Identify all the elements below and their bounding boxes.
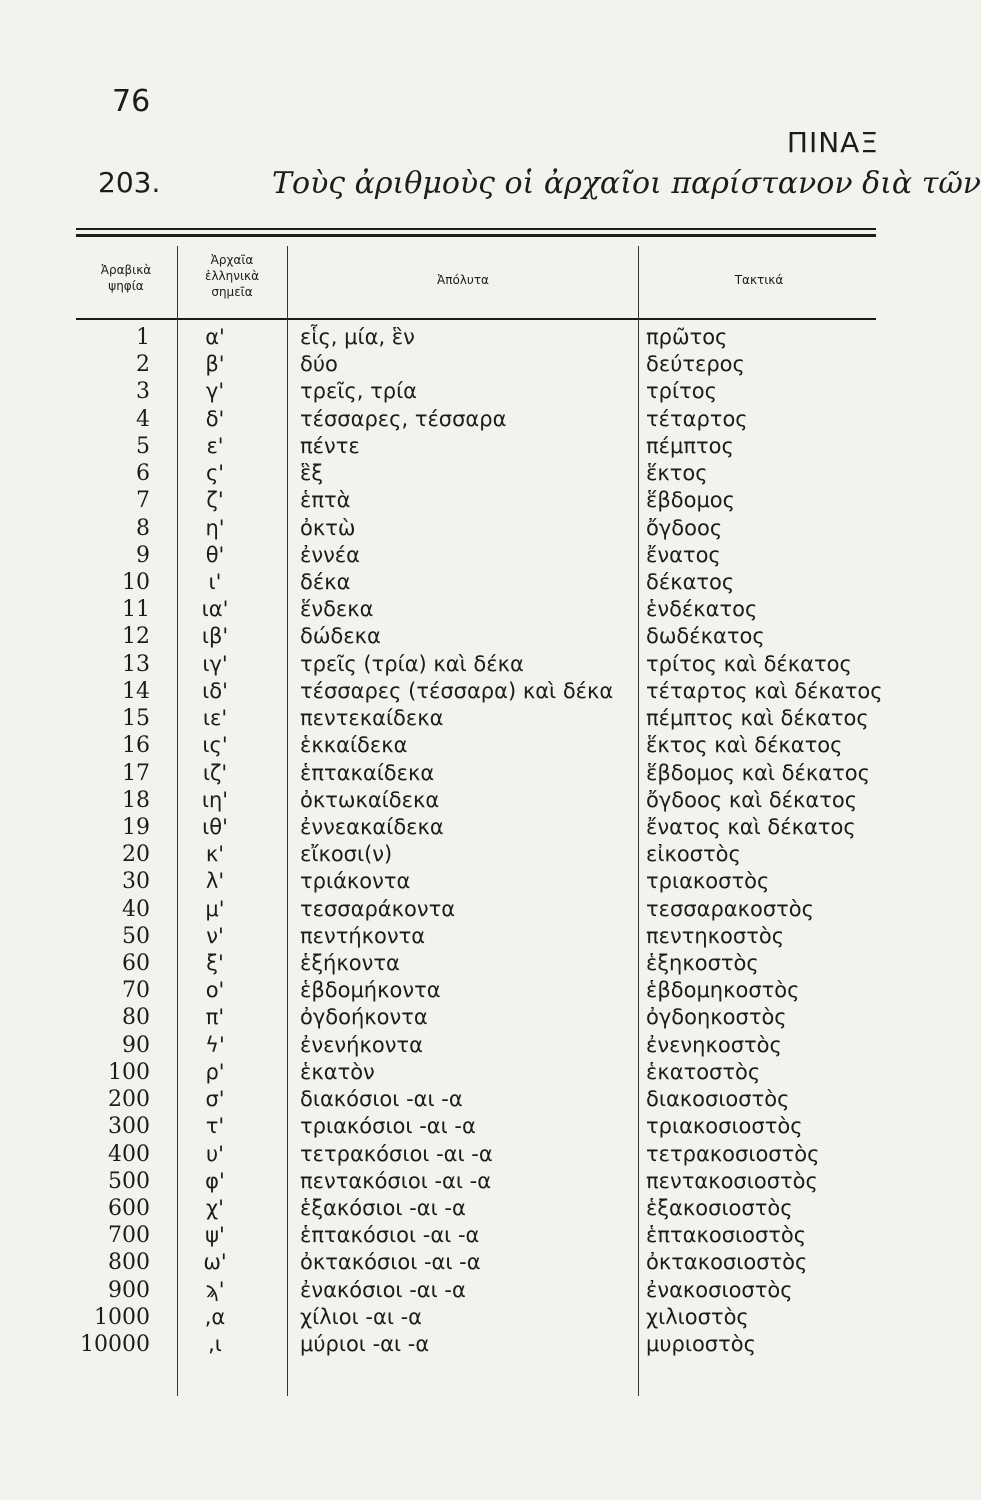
greek-numeral-cell: π' xyxy=(205,1005,225,1030)
arabic-numeral-cell: 400 xyxy=(108,1141,150,1167)
table-row xyxy=(0,950,891,977)
ordinal-word-cell: δεύτερος xyxy=(646,352,745,377)
greek-numeral-cell: ω' xyxy=(203,1250,227,1275)
arabic-numeral-cell: 200 xyxy=(108,1087,150,1113)
cardinal-word-cell: δέκα xyxy=(300,569,351,594)
greek-numeral-cell: τ' xyxy=(205,1114,225,1139)
greek-numeral-cell: ζ' xyxy=(206,488,224,513)
table-row xyxy=(0,515,891,542)
table-row xyxy=(0,896,891,923)
greek-numeral-cell: φ' xyxy=(205,1168,225,1193)
table-header-rule xyxy=(76,318,876,320)
ordinal-word-cell: ἑνδέκατος xyxy=(646,597,758,622)
column-header-cardinal: Ἀπόλυτα xyxy=(437,273,489,287)
greek-numeral-cell: ξ' xyxy=(206,951,224,976)
column-header-greek-line-2: ἑλληνικὰ xyxy=(204,269,260,283)
table-row xyxy=(0,732,891,759)
cardinal-word-cell: μύριοι -αι -α xyxy=(300,1332,430,1357)
arabic-numeral-cell: 60 xyxy=(122,951,150,977)
ordinal-word-cell: τριακοστὸς xyxy=(646,869,770,894)
ordinal-word-cell: δωδέκατος xyxy=(646,624,765,649)
ordinal-word-cell: ἐνενηκοστὸς xyxy=(646,1032,782,1057)
table-row xyxy=(0,460,891,487)
arabic-numeral-cell: 100 xyxy=(108,1059,150,1085)
greek-numeral-cell: β' xyxy=(205,352,225,377)
greek-numeral-cell: ρ' xyxy=(205,1059,225,1084)
ordinal-word-cell: τρίτος xyxy=(646,379,717,404)
cardinal-word-cell: τετρακόσιοι -αι -α xyxy=(300,1141,493,1166)
greek-numeral-cell: γ' xyxy=(205,379,225,404)
ordinal-word-cell: δέκατος xyxy=(646,569,735,594)
page-number: 76 xyxy=(112,84,151,119)
cardinal-word-cell: πεντακόσιοι -αι -α xyxy=(300,1168,492,1193)
ordinal-word-cell: ἑξακοσιοστὸς xyxy=(646,1196,793,1220)
ordinal-word-cell: διακοσιοστὸς xyxy=(646,1087,790,1112)
cardinal-word-cell: ἕνδεκα xyxy=(300,597,374,622)
cardinal-word-cell: ἐνακόσιοι -αι -α xyxy=(300,1277,466,1302)
table-row xyxy=(0,351,891,378)
table-row xyxy=(0,977,891,1004)
table-row xyxy=(0,569,891,596)
ordinal-word-cell: τέταρτος καὶ δέκατος xyxy=(646,678,883,703)
table-row xyxy=(0,542,891,569)
ordinal-word-cell: ἑξηκοστὸς xyxy=(646,951,759,976)
arabic-numeral-cell: 16 xyxy=(122,733,150,759)
greek-numeral-cell: ιδ' xyxy=(202,678,228,703)
table-row xyxy=(0,1113,891,1140)
cardinal-word-cell: ἐννέα xyxy=(300,542,361,567)
cardinal-word-cell: εἷς, μία, ἓν xyxy=(300,325,415,349)
greek-numeral-cell: ν' xyxy=(206,923,224,948)
greek-numeral-cell: λ' xyxy=(205,869,225,894)
cardinal-word-cell: τρεῖς (τρία) καὶ δέκα xyxy=(300,651,524,676)
cardinal-word-cell: ἑπτακόσιοι -αι -α xyxy=(300,1223,480,1248)
arabic-numeral-cell: 700 xyxy=(108,1223,150,1249)
arabic-numeral-cell: 18 xyxy=(122,787,150,813)
arabic-numeral-cell: 17 xyxy=(122,760,150,786)
cardinal-word-cell: ἑξήκοντα xyxy=(300,951,400,976)
greek-numeral-cell: ιζ' xyxy=(202,760,228,785)
arabic-numeral-cell: 10 xyxy=(122,569,150,595)
table-row xyxy=(0,1059,891,1086)
table-top-rule-thick xyxy=(76,234,876,237)
greek-numeral-cell: ιε' xyxy=(202,706,228,731)
greek-numeral-cell: ,α xyxy=(204,1304,226,1329)
arabic-numeral-cell: 15 xyxy=(122,706,150,732)
table-row xyxy=(0,1004,891,1031)
arabic-numeral-cell: 1000 xyxy=(94,1304,150,1330)
arabic-numeral-cell: 4 xyxy=(136,406,150,432)
arabic-numeral-cell: 7 xyxy=(136,488,150,514)
table-row xyxy=(0,324,891,351)
table-row xyxy=(0,433,891,460)
arabic-numeral-cell: 20 xyxy=(122,842,150,868)
greek-numeral-cell: ϟ' xyxy=(205,1032,225,1057)
ordinal-word-cell: εἰκοστὸς xyxy=(646,842,741,867)
greek-numeral-cell: ,ι xyxy=(208,1332,222,1357)
greek-numeral-cell: ιγ' xyxy=(202,651,228,676)
arabic-numeral-cell: 300 xyxy=(108,1114,150,1140)
ordinal-word-cell: μυριοστὸς xyxy=(646,1332,756,1357)
cardinal-word-cell: ἑπτὰ xyxy=(300,488,351,513)
ordinal-word-cell: ἑκατοστὸς xyxy=(646,1059,761,1084)
greek-numeral-cell: χ' xyxy=(206,1196,224,1220)
arabic-numeral-cell: 12 xyxy=(122,624,150,650)
ordinal-word-cell: πεντακοσιοστὸς xyxy=(646,1168,818,1193)
arabic-numeral-cell: 1 xyxy=(136,325,150,350)
greek-numeral-cell: ις' xyxy=(202,733,228,758)
ordinal-word-cell: ἔνατος καὶ δέκατος xyxy=(646,814,856,839)
column-header-greek xyxy=(178,252,286,300)
column-header-ordinal: Τακτικά xyxy=(734,273,784,287)
arabic-numeral-cell: 50 xyxy=(122,923,150,949)
arabic-numeral-cell: 5 xyxy=(136,433,150,459)
arabic-numeral-cell: 6 xyxy=(136,461,150,487)
ordinal-word-cell: τέταρτος xyxy=(646,406,748,431)
greek-numeral-cell: ο' xyxy=(205,978,225,1003)
table-row xyxy=(0,1032,891,1059)
cardinal-word-cell: ἓξ xyxy=(300,461,324,486)
table-row xyxy=(0,705,891,732)
arabic-numeral-cell: 8 xyxy=(136,515,150,541)
section-title: Τοὺς ἀριθμοὺς οἱ ἀρχαῖοι παρίστανον διὰ τῶν xyxy=(272,166,981,201)
ordinal-word-cell: ὀκτακοσιοστὸς xyxy=(646,1250,808,1275)
cardinal-word-cell: ἐννεακαίδεκα xyxy=(300,814,444,839)
table-row xyxy=(0,841,891,868)
greek-numeral-cell: μ' xyxy=(205,896,225,921)
ordinal-word-cell: ἑπτακοσιοστὸς xyxy=(646,1223,807,1248)
table-row xyxy=(0,1086,891,1113)
table-row xyxy=(0,923,891,950)
arabic-numeral-cell: 3 xyxy=(136,379,150,405)
cardinal-word-cell: διακόσιοι -αι -α xyxy=(300,1087,463,1112)
cardinal-word-cell: ἑβδομήκοντα xyxy=(300,978,441,1003)
ordinal-word-cell: τετρακοσιοστὸς xyxy=(646,1141,820,1166)
ordinal-word-cell: πέμπτος καὶ δέκατος xyxy=(646,706,869,731)
cardinal-word-cell: τέσσαρες, τέσσαρα xyxy=(300,406,507,431)
header-right: ΠΙΝΑΞ xyxy=(786,126,879,159)
table-row xyxy=(0,1304,891,1331)
cardinal-word-cell: ἑπτακαίδεκα xyxy=(300,760,435,785)
greek-numeral-cell: ς' xyxy=(205,461,225,486)
ordinal-word-cell: ἔνατος xyxy=(646,542,721,567)
ordinal-word-cell: ἕκτος xyxy=(646,461,708,486)
greek-numeral-cell: ιθ' xyxy=(202,814,228,839)
cardinal-word-cell: τριάκοντα xyxy=(300,869,411,894)
greek-numeral-cell: ψ' xyxy=(205,1223,225,1248)
cardinal-word-cell: ἑξακόσιοι -αι -α xyxy=(300,1196,466,1220)
greek-numeral-cell: δ' xyxy=(205,406,225,431)
arabic-numeral-cell: 13 xyxy=(122,651,150,677)
ordinal-word-cell: πέμπτος xyxy=(646,433,734,458)
greek-numeral-cell: ια' xyxy=(201,597,229,622)
cardinal-word-cell: τεσσαράκοντα xyxy=(300,896,456,921)
greek-numeral-cell: υ' xyxy=(206,1141,224,1166)
ordinal-word-cell: ὀγδοηκοστὸς xyxy=(646,1005,787,1030)
greek-numeral-cell: σ' xyxy=(205,1087,225,1112)
cardinal-word-cell: πέντε xyxy=(300,433,360,458)
table-row xyxy=(0,760,891,787)
arabic-numeral-cell: 14 xyxy=(122,678,150,704)
table-row xyxy=(0,596,891,623)
cardinal-word-cell: δώδεκα xyxy=(300,624,381,649)
ordinal-word-cell: πεντηκοστὸς xyxy=(646,923,785,948)
cardinal-word-cell: τέσσαρες (τέσσαρα) καὶ δέκα xyxy=(300,678,614,703)
arabic-numeral-cell: 900 xyxy=(108,1277,150,1303)
ordinal-word-cell: ἕβδομος καὶ δέκατος xyxy=(646,760,870,785)
table-row xyxy=(0,487,891,514)
cardinal-word-cell: εἴκοσι(ν) xyxy=(300,842,393,867)
arabic-numeral-cell: 90 xyxy=(122,1032,150,1058)
arabic-numeral-cell: 600 xyxy=(108,1196,150,1221)
greek-numeral-cell: κ' xyxy=(205,842,225,867)
cardinal-word-cell: χίλιοι -αι -α xyxy=(300,1304,423,1329)
ordinal-word-cell: ἐνακοσιοστὸς xyxy=(646,1277,793,1302)
table-row xyxy=(0,378,891,405)
greek-numeral-cell: ε' xyxy=(206,433,224,458)
table-row xyxy=(0,623,891,650)
table-row xyxy=(0,651,891,678)
arabic-numeral-cell: 30 xyxy=(122,869,150,895)
greek-numeral-cell: α' xyxy=(205,325,225,349)
table-row xyxy=(0,1222,891,1249)
cardinal-word-cell: ὀγδοήκοντα xyxy=(300,1005,428,1030)
ordinal-word-cell: ἑβδομηκοστὸς xyxy=(646,978,800,1003)
column-header-arabic-line-2: ψηφία xyxy=(108,279,144,293)
ordinal-word-cell: πρῶτος xyxy=(646,325,728,349)
column-header-greek-line-3: σημεῖα xyxy=(211,285,253,299)
cardinal-word-cell: ὀκτωκαίδεκα xyxy=(300,787,440,812)
table-top-rule xyxy=(76,228,876,230)
cardinal-word-cell: τριακόσιοι -αι -α xyxy=(300,1114,476,1139)
arabic-numeral-cell: 500 xyxy=(108,1168,150,1194)
table-row xyxy=(0,406,891,433)
cardinal-word-cell: ὀκτὼ xyxy=(300,515,356,540)
cardinal-word-cell: ἑκκαίδεκα xyxy=(300,733,408,758)
ordinal-word-cell: τριακοσιοστὸς xyxy=(646,1114,803,1139)
cardinal-word-cell: ὀκτακόσιοι -αι -α xyxy=(300,1250,481,1275)
cardinal-word-cell: πεντεκαίδεκα xyxy=(300,706,444,731)
ordinal-word-cell: τεσσαρακοστὸς xyxy=(646,896,814,921)
cardinal-word-cell: ἐνενήκοντα xyxy=(300,1032,423,1057)
arabic-numeral-cell: 2 xyxy=(136,352,150,378)
section-number: 203. xyxy=(98,166,161,199)
column-header-arabic xyxy=(76,262,176,294)
table-row xyxy=(0,1277,891,1304)
greek-numeral-cell: ϡ' xyxy=(205,1277,225,1302)
greek-numeral-cell: θ' xyxy=(205,542,225,567)
table-row xyxy=(0,1195,891,1222)
greek-numeral-cell: ιη' xyxy=(201,787,229,812)
ordinal-word-cell: ἕκτος καὶ δέκατος xyxy=(646,733,843,758)
table-row xyxy=(0,1331,891,1358)
cardinal-word-cell: δύο xyxy=(300,352,338,377)
table-row xyxy=(0,1249,891,1276)
column-header-arabic-line-1: Ἀραβικὰ xyxy=(100,263,152,277)
cardinal-word-cell: πεντήκοντα xyxy=(300,923,426,948)
table-row xyxy=(0,678,891,705)
arabic-numeral-cell: 70 xyxy=(122,978,150,1004)
greek-numeral-cell: η' xyxy=(205,515,225,540)
ordinal-word-cell: ὄγδοος xyxy=(646,515,723,540)
ordinal-word-cell: τρίτος καὶ δέκατος xyxy=(646,651,852,676)
arabic-numeral-cell: 9 xyxy=(136,542,150,568)
arabic-numeral-cell: 19 xyxy=(122,814,150,840)
greek-numeral-cell: ι' xyxy=(208,569,222,594)
table-row xyxy=(0,1141,891,1168)
arabic-numeral-cell: 10000 xyxy=(80,1332,150,1358)
ordinal-word-cell: ἕβδομος xyxy=(646,488,735,513)
arabic-numeral-cell: 800 xyxy=(108,1250,150,1276)
column-header-greek-line-1: Ἀρχαῖα xyxy=(210,253,254,267)
ordinal-word-cell: ὄγδοος καὶ δέκατος xyxy=(646,787,858,812)
ordinal-word-cell: χιλιοστὸς xyxy=(646,1304,749,1329)
table-row xyxy=(0,787,891,814)
table-row xyxy=(0,814,891,841)
arabic-numeral-cell: 40 xyxy=(122,896,150,922)
greek-numeral-cell: ιβ' xyxy=(201,624,229,649)
arabic-numeral-cell: 80 xyxy=(122,1005,150,1031)
table-row xyxy=(0,868,891,895)
numerals-table-body xyxy=(0,324,891,1358)
cardinal-word-cell: ἑκατὸν xyxy=(300,1059,375,1084)
table-row xyxy=(0,1168,891,1195)
arabic-numeral-cell: 11 xyxy=(122,597,150,623)
cardinal-word-cell: τρεῖς, τρία xyxy=(300,379,418,404)
